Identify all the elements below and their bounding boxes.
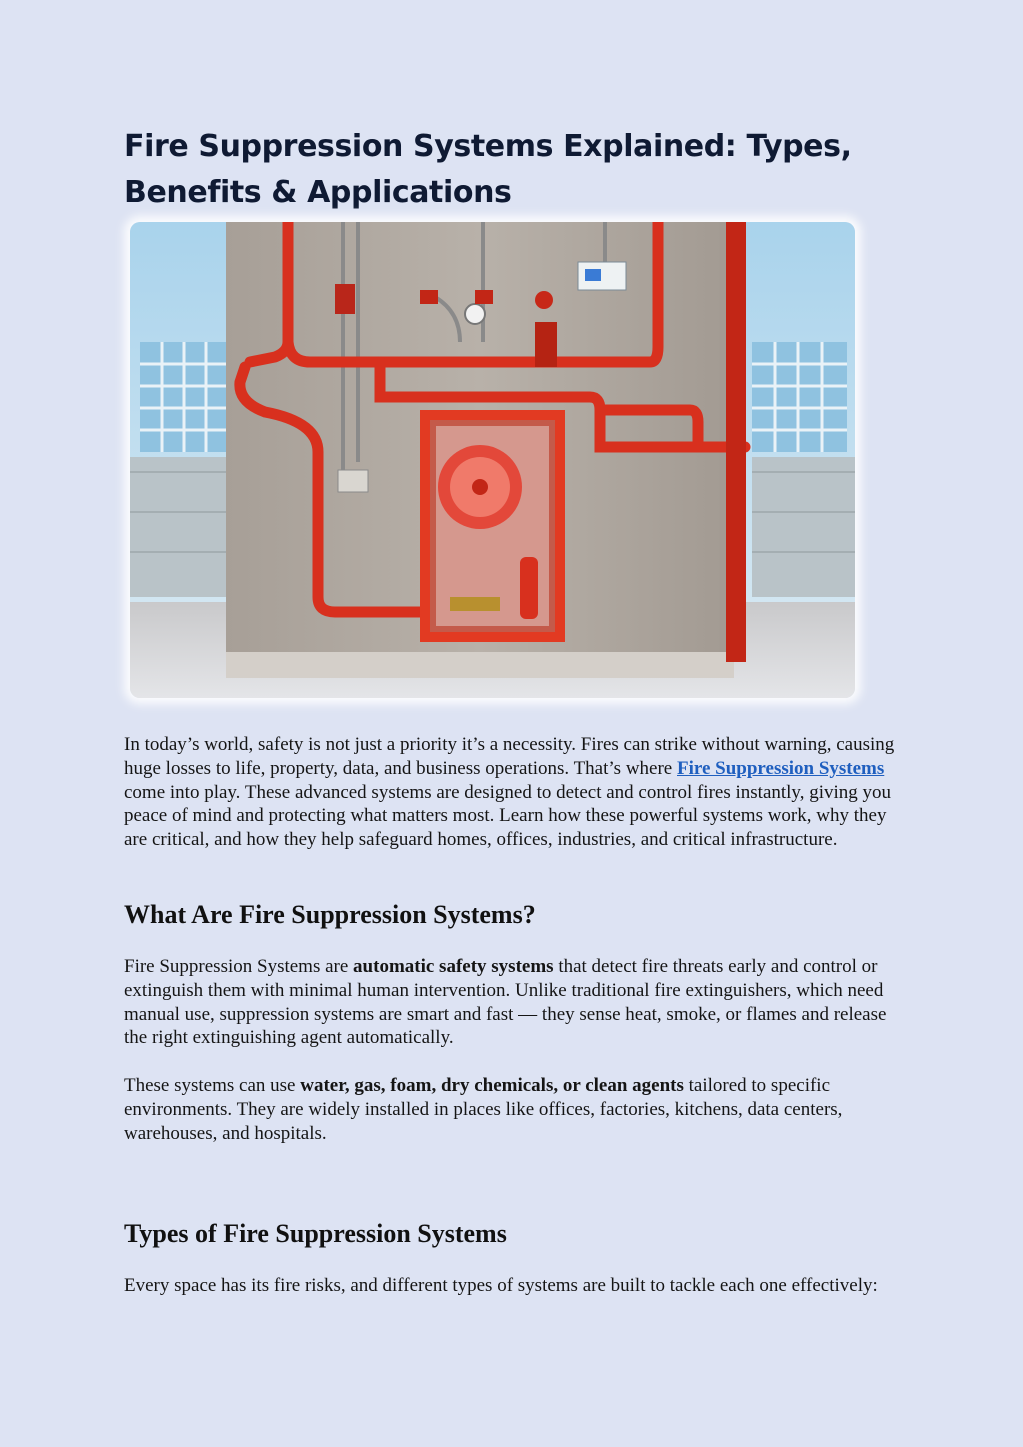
intro-text-start: In today’s world, safety is not just a priority it’s a necessity. Fires can strike without warning, causing huge losses to life, property, data, and business operations. That’s where bbox=[124, 734, 895, 779]
s1p2-text-end: tailored to specific environments. They are widely installed in places like offices, factories, kitchens, data centers, warehouses, and hospitals. bbox=[124, 1075, 843, 1144]
article-title: Fire Suppression Systems Explained: Types, Benefits & Applications bbox=[124, 129, 852, 210]
s1p1-text-start: Fire Suppression Systems are bbox=[124, 956, 354, 977]
s1p2-bold: water, gas, foam, dry chemicals, or clean agents bbox=[300, 1075, 684, 1096]
section-heading-what-are: What Are Fire Suppression Systems? bbox=[124, 900, 536, 929]
article-photo bbox=[130, 222, 855, 698]
s1p1-bold: automatic safety systems bbox=[353, 956, 554, 977]
s1p1-text-end: that detect fire threats early and control or extinguish them with minimal human intervention. Unlike traditional fire extinguishers, which need manual use, suppression systems are smart and fast — they sense heat, smoke, or flames and release the right extinguishing agent automatically. bbox=[124, 956, 887, 1049]
section1-paragraph-2 bbox=[124, 1074, 904, 1145]
s1p2-text-start: These systems can use bbox=[124, 1075, 301, 1096]
section-heading-types: Types of Fire Suppression Systems bbox=[124, 1219, 507, 1248]
fire-suppression-link[interactable]: Fire Suppression Systems bbox=[677, 757, 885, 779]
intro-paragraph bbox=[124, 733, 904, 852]
section2-paragraph-1: Every space has its fire risks, and different types of systems are built to tackle each one effectively: bbox=[124, 1275, 878, 1296]
section1-paragraph-1 bbox=[124, 955, 904, 1050]
intro-text-end: come into play. These advanced systems are designed to detect and control fires instantly, giving you peace of mind and protecting what matters most. Learn how these powerful systems work, why they are critical, and how they help safeguard homes, offices, industries, and critical infrastructure. bbox=[124, 781, 892, 851]
